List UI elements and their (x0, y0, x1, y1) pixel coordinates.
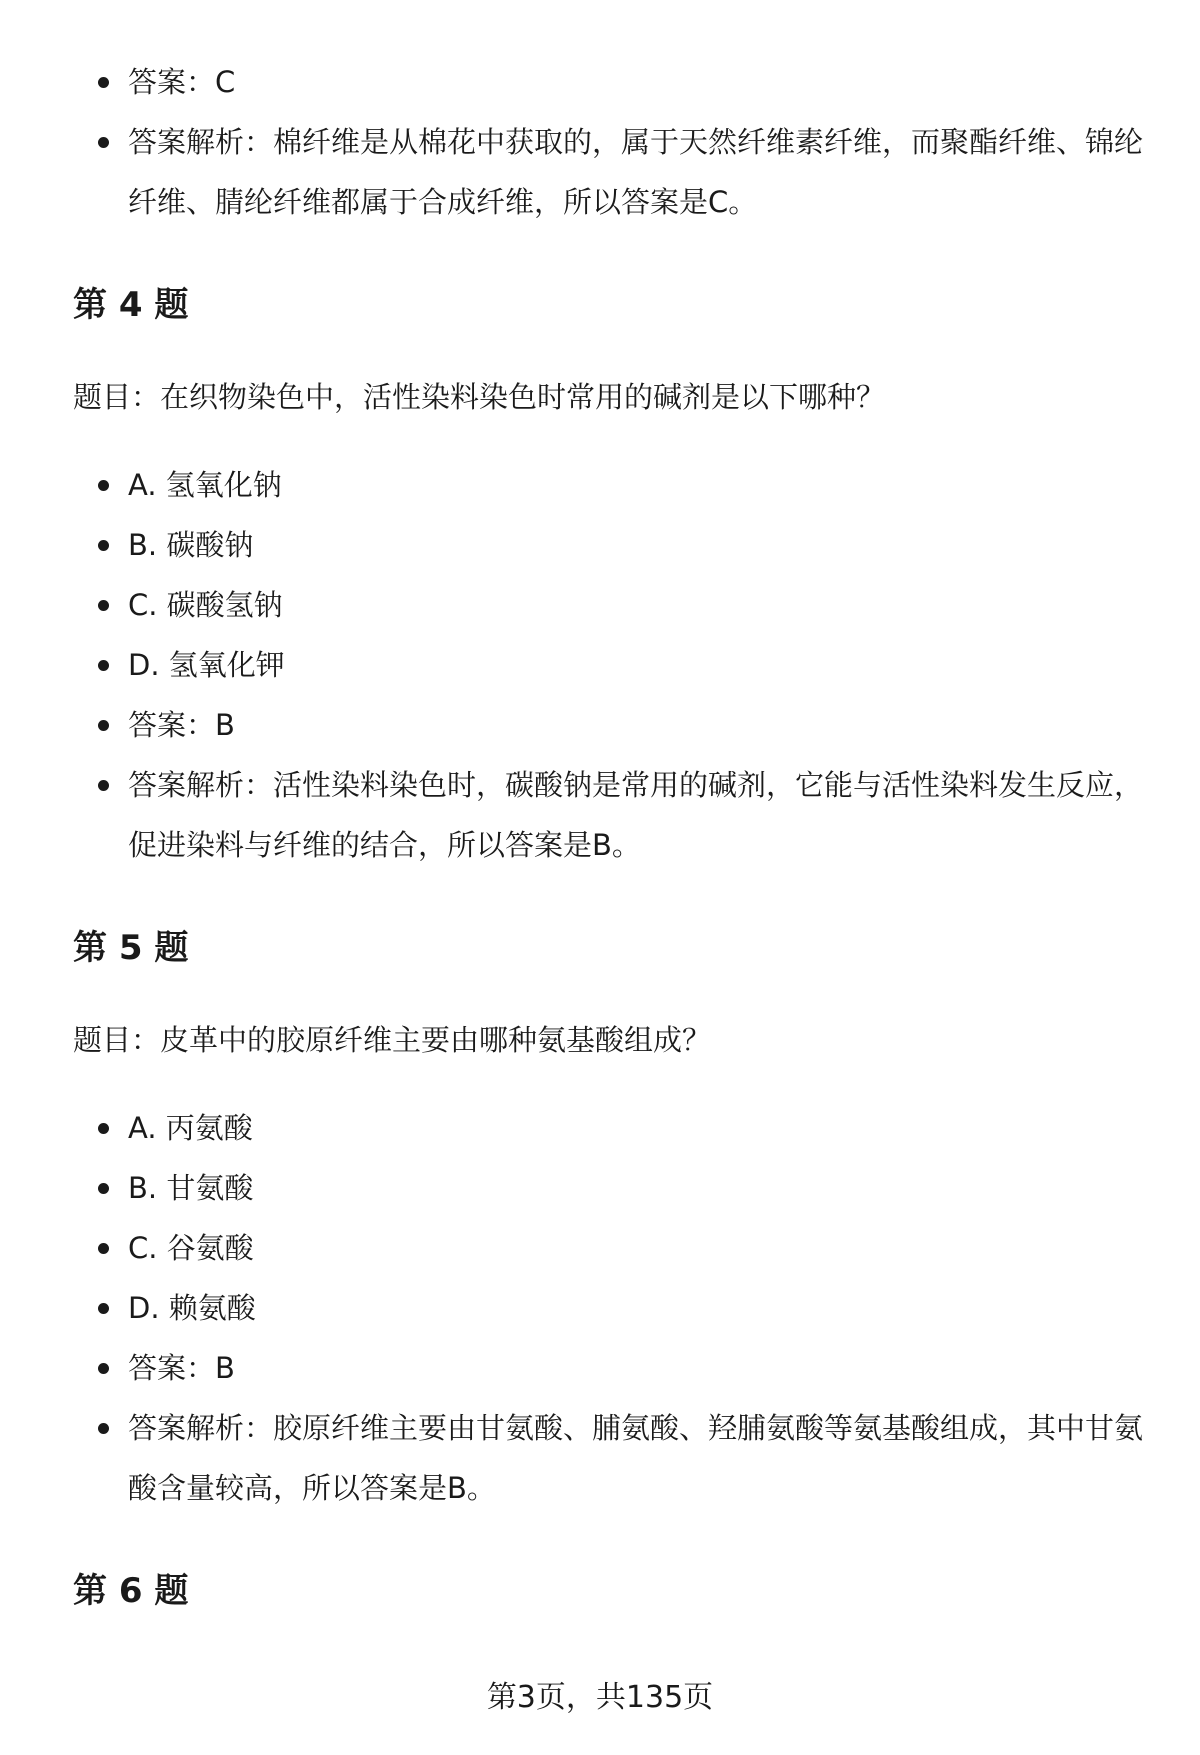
option-a: A. 丙氨酸 (73, 1098, 1153, 1158)
prev-question-list (73, 52, 1153, 232)
page-footer: 第3页，共135页 (486, 1680, 714, 1715)
option-b: B. 甘氨酸 (73, 1158, 1153, 1218)
question-6-title: 第 6 题 (73, 1571, 189, 1611)
question-5-list (73, 1098, 1153, 1518)
option-c: C. 谷氨酸 (73, 1218, 1153, 1278)
question-5-title: 第 5 题 (73, 928, 189, 968)
question-4-list (73, 455, 1153, 875)
explanation-item: 答案解析：活性染料染色时，碳酸钠是常用的碱剂，它能与活性染料发生反应，促进染料与纤维的结合，所以答案是B。 (73, 755, 1153, 875)
question-5-stem: 题目：皮革中的胶原纤维主要由哪种氨基酸组成？ (73, 1023, 712, 1057)
option-c: C. 碳酸氢钠 (73, 575, 1153, 635)
option-d: D. 赖氨酸 (73, 1278, 1153, 1338)
explanation-item: 答案解析：胶原纤维主要由甘氨酸、脯氨酸、羟脯氨酸等氨基酸组成，其中甘氨酸含量较高，所以答案是B。 (73, 1398, 1153, 1518)
answer-item: 答案：B (73, 695, 1153, 755)
answer-item: 答案：B (73, 1338, 1153, 1398)
answer-item: 答案：C (73, 52, 1153, 112)
option-d: D. 氢氧化钾 (73, 635, 1153, 695)
page-content (73, 52, 1153, 1653)
option-a: A. 氢氧化钠 (73, 455, 1153, 515)
question-4-title: 第 4 题 (73, 285, 189, 325)
explanation-item: 答案解析：棉纤维是从棉花中获取的，属于天然纤维素纤维，而聚酯纤维、锦纶纤维、腈纶纤维都属于合成纤维，所以答案是C。 (73, 112, 1153, 232)
question-4-stem: 题目：在织物染色中，活性染料染色时常用的碱剂是以下哪种？ (73, 380, 886, 414)
option-b: B. 碳酸钠 (73, 515, 1153, 575)
